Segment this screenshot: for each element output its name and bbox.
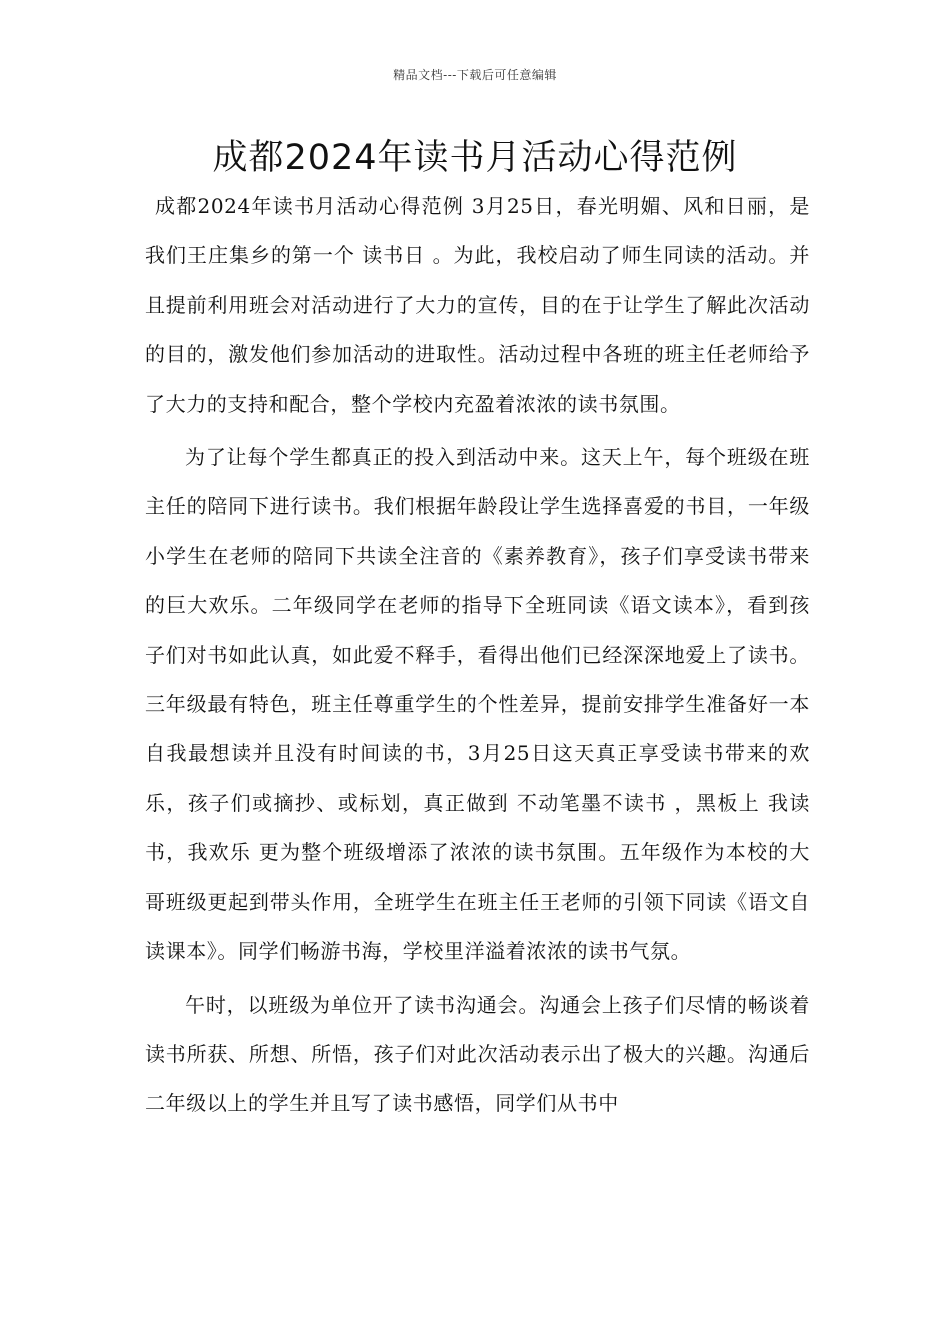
paragraph-2: 为了让每个学生都真正的投入到活动中来。这天上午，每个班级在班主任的陪同下进行读书。我们根据年龄段让学生选择喜爱的书目，一年级小学生在老师的陪同下共读全注音的《素养教育》，孩子们享受读书带来的巨大欢乐。二年级同学在老师的指导下全班同读《语文读本》，看到孩子们对书如此认真，如此爱不释手，看得出他们已经深深地爱上了读书。三年级最有特色，班主任尊重学生的个性差异，提前安排学生准备好一本自我最想读并且没有时间读的书，3月25日这天真正享受读书带来的欢乐，孩子们或摘抄、或标划，真正做到 不动笔墨不读书 ，黑板上 我读书，我欢乐 更为整个班级增添了浓浓的读书氛围。五年级作为本校的大哥班级更起到带头作用，全班学生在班主任王老师的引领下同读《语文自读课本》。同学们畅游书海，学校里洋溢着浓浓的读书气氛。 xyxy=(145,445,810,964)
document-title: 成都2024年读书月活动心得范例 xyxy=(212,138,738,178)
paragraph-3: 午时，以班级为单位开了读书沟通会。沟通会上孩子们尽情的畅谈着读书所获、所想、所悟，孩子们对此次活动表示出了极大的兴趣。沟通后二年级以上的学生并且写了读书感悟，同学们从书中 xyxy=(145,992,810,1116)
header-note: 精品文档---下载后可任意编辑 xyxy=(393,68,557,82)
document-body xyxy=(145,182,810,1129)
paragraph-1: 成都2024年读书月活动心得范例 3月25日，春光明媚、风和日丽，是我们王庄集乡的第一个 读书日 。为此，我校启动了师生同读的活动。并且提前利用班会对活动进行了大力的宣传，目的在于让学生了解此次活动的目的，激发他们参加活动的进取性。活动过程中各班的班主任老师给予了大力的支持和配合，整个学校内充盈着浓浓的读书氛围。 xyxy=(145,194,810,416)
